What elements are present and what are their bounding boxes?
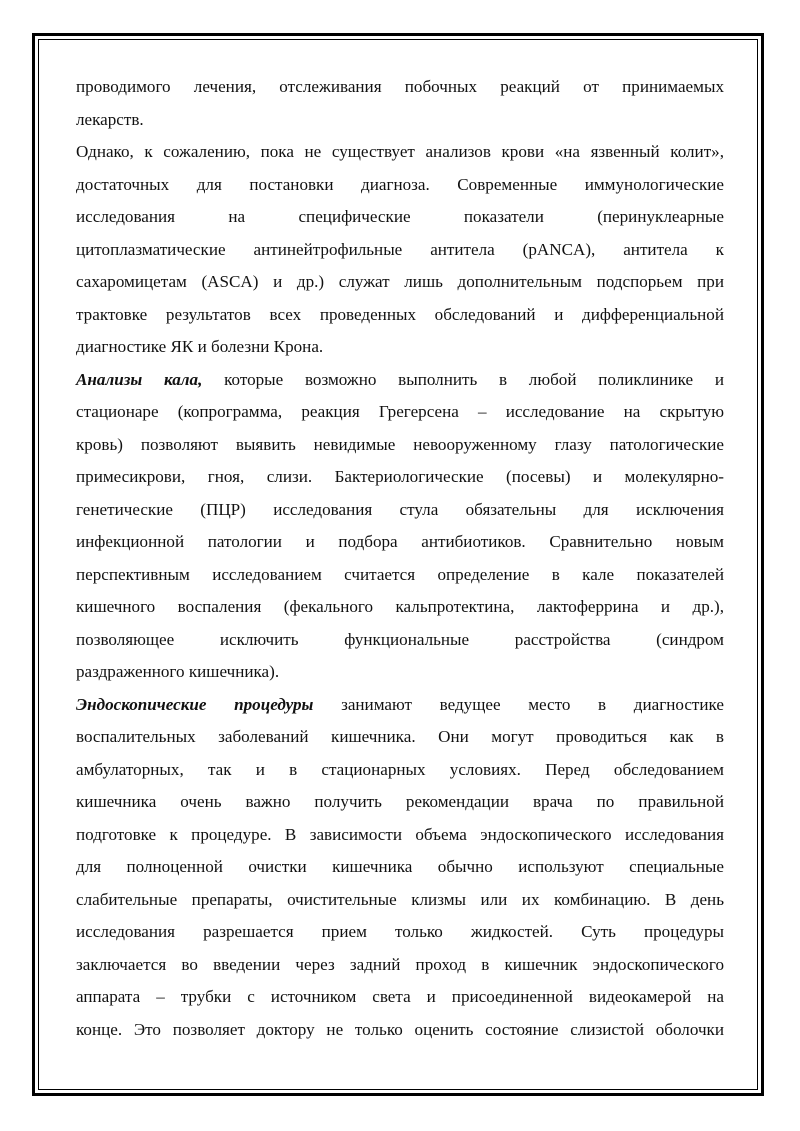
text-line	[76, 299, 724, 332]
text-line	[76, 396, 724, 429]
text-line	[76, 559, 724, 592]
line-text: конце. Это позволяет доктору не только оценить состояние слизистой оболочки	[76, 1019, 724, 1039]
line-text: кишечника очень важно получить рекомендации врача по правильной	[76, 792, 724, 811]
line-text: сахаромицетам (ASCA) и др.) служат лишь дополнительным подспорьем при	[76, 272, 724, 291]
emphasized-term: Анализы кала,	[76, 369, 203, 389]
text-line	[76, 689, 724, 722]
line-text: инфекционной патологии и подбора антибиотиков. Сравнительно новым	[76, 532, 724, 551]
text-line	[76, 819, 724, 852]
text-line	[76, 949, 724, 982]
line-text: трактовке результатов всех проведенных обследований и дифференциальной	[76, 304, 724, 324]
text-line	[76, 754, 724, 787]
text-line	[76, 656, 724, 689]
line-text: цитоплазматические антинейтрофильные антитела (pANCA), антитела к	[76, 239, 724, 259]
line-text: исследования разрешается прием только жидкостей. Суть процедуры	[76, 922, 724, 941]
text-line	[76, 591, 724, 624]
text-line	[76, 331, 724, 364]
line-text: перспективным исследованием считается определение в кале показателей	[76, 564, 724, 584]
text-line	[76, 981, 724, 1014]
line-text: амбулаторных, так и в стационарных условиях. Перед обследованием	[76, 759, 724, 779]
text-line	[76, 136, 724, 169]
line-text: воспалительных заболеваний кишечника. Они могут проводиться как в	[76, 727, 724, 746]
line-text: кишечного воспаления (фекального кальпротектина, лактоферрина и др.),	[76, 597, 724, 616]
text-line	[76, 851, 724, 884]
emphasized-term: Эндоскопические процедуры	[76, 694, 314, 714]
text-line	[76, 721, 724, 754]
text-line	[76, 201, 724, 234]
line-text: проводимого лечения, отслеживания побочных реакций от принимаемых	[76, 77, 724, 96]
line-text: кровь) позволяют выявить невидимые невооруженному глазу патологические	[76, 434, 724, 454]
line-text: слабительные препараты, очистительные клизмы или их комбинацию. В день	[76, 889, 724, 909]
line-text: аппарата – трубки с источником света и присоединенной видеокамерой на	[76, 987, 724, 1006]
text-line	[76, 916, 724, 949]
line-text: позволяющее исключить функциональные расстройства (синдром	[76, 629, 724, 649]
line-text: достаточных для постановки диагноза. Современные иммунологические	[76, 174, 724, 194]
line-text: раздраженного кишечника).	[76, 662, 280, 681]
text-line	[76, 234, 724, 267]
document-body	[76, 71, 724, 1046]
text-line	[76, 461, 724, 494]
line-text: примесикрови, гноя, слизи. Бактериологические (посевы) и молекулярно-	[76, 467, 724, 486]
line-text: исследования на специфические показатели (перинуклеарные	[76, 207, 724, 226]
line-text: генетические (ПЦР) исследования стула обязательны для исключения	[76, 499, 724, 519]
text-line	[76, 169, 724, 202]
line-text: заключается во введении через задний проход в кишечник эндоскопического	[76, 954, 724, 974]
line-text: лекарств.	[76, 109, 144, 129]
text-line	[76, 71, 724, 104]
line-text: Однако, к сожалению, пока не существует анализов крови «на язвенный колит»,	[76, 142, 724, 161]
text-line	[76, 429, 724, 462]
text-line	[76, 364, 724, 397]
text-line	[76, 494, 724, 527]
line-text: стационаре (копрограмма, реакция Грегерсена – исследование на скрытую	[76, 402, 724, 421]
text-line	[76, 526, 724, 559]
line-text: которые возможно выполнить в любой поликлинике и	[202, 369, 724, 389]
text-line	[76, 786, 724, 819]
text-line	[76, 624, 724, 657]
text-line	[76, 104, 724, 137]
text-line	[76, 884, 724, 917]
line-text: для полноценной очистки кишечника обычно используют специальные	[76, 857, 724, 876]
line-text: диагностике ЯК и болезни Крона.	[76, 337, 324, 356]
line-text: подготовке к процедуре. В зависимости объема эндоскопического исследования	[76, 824, 724, 844]
text-line	[76, 1014, 724, 1047]
text-line	[76, 266, 724, 299]
line-text: занимают ведущее место в диагностике	[313, 694, 725, 714]
